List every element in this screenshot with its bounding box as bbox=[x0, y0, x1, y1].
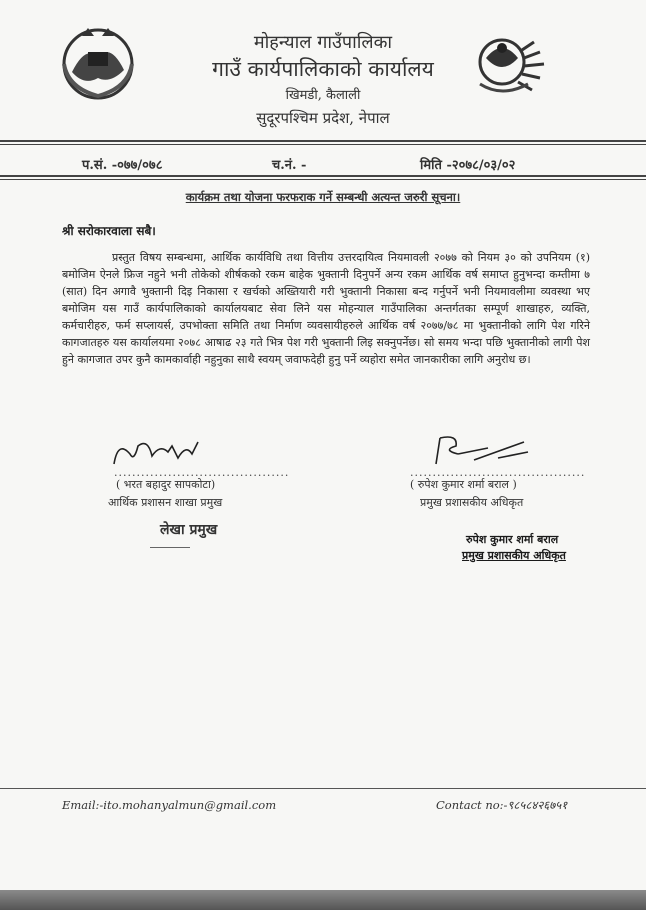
cao-stamp-title: प्रमुख प्रशासकीय अधिकृत bbox=[462, 549, 566, 562]
province-name: सुदूरपश्चिम प्रदेश, नेपाल bbox=[256, 109, 390, 127]
left-signatory-title: आर्थिक प्रशासन शाखा प्रमुख bbox=[108, 496, 223, 509]
footer-email: Email:-ito.mohanyalmun@gmail.com bbox=[62, 798, 277, 812]
cao-stamp-name: रुपेश कुमार शर्मा बराल bbox=[466, 533, 559, 546]
accounts-chief-stamp: लेखा प्रमुख bbox=[160, 522, 218, 538]
reference-number: प.सं. -०७७/०७८ bbox=[82, 158, 163, 173]
scan-edge bbox=[0, 890, 646, 910]
left-signature-icon bbox=[108, 436, 228, 470]
header-divider-bottom bbox=[0, 175, 646, 177]
left-signature-line: ....................................... bbox=[114, 466, 290, 479]
header-divider-top bbox=[0, 140, 646, 142]
footer-contact: Contact no:-९८५८४२६७५१ bbox=[436, 798, 568, 812]
dispatch-number: च.नं. - bbox=[272, 158, 307, 173]
header-divider-bottom-thin bbox=[0, 179, 646, 180]
left-signatory-name: ( भरत बहादुर सापकोटा) bbox=[116, 478, 216, 491]
right-signature-icon bbox=[428, 430, 538, 470]
office-location: खिमडी, कैलाली bbox=[285, 88, 361, 103]
municipality-name: मोहन्याल गाउँपालिका bbox=[253, 32, 393, 53]
footer-divider bbox=[0, 788, 646, 789]
salutation: श्री सरोकारवाला सबै। bbox=[62, 224, 156, 238]
right-signatory-name: ( रुपेश कुमार शर्मा बराल ) bbox=[410, 478, 517, 491]
header-divider-top-thin bbox=[0, 144, 646, 145]
notice-body: प्रस्तुत विषय सम्बन्धमा, आर्थिक कार्यविधि तथा वित्तीय उत्तरदायित्व नियमावली २०७७ को नियम ३० को उपनियम (१) बमोजिम ऐनले फ्रिज नहुने भनी तोकेको शीर्षकको रकम बाहेक भुक्तानी दिनुपर्ने अन्य रकम आर्थिक वर्ष समाप्त हुनुभन्दा कम्तीमा ७ (सात) दिन अगावै भुक्तानी दिइ निकासा र खर्चको अख्तियारी गरी भुक्तानी निकासा बन्द गर्नुपर्ने भनी नियमावलीमा व्यवस्था भए बमोजिम यस गाउँ कार्यपालिकाको कार्यालयबाट सेवा लिने यस मोहन्याल गाउँपालिका अन्तर्गतका सम्पूर्ण शाखाहरु, व्यक्ति, कर्मचारीहरु, फर्म सप्लायर्स, उपभोक्ता समिति तथा निर्माण व्यवसायीहरुले आर्थिक वर्ष २०७७/७८ मा भुक्तानीको लागि पेश गरिने कागजातहरु यस कार्यालयमा २०७८ आषाढ २३ गते भित्र पेश गरी भुक्तानी लिइ सक्नुपर्नेछ। सो समय भन्दा पछि भुक्तानीको लागी पेश हुने कागजात उपर कुनै कामकार्वाही नहुनुका साथै स्वयम् जवाफदेही हुनु पर्ने व्यहोरा समेत जानकारीका लागि अनुरोध छ। bbox=[62, 251, 590, 366]
notice-subject: कार्यक्रम तथा योजना फरफराक गर्ने सम्बन्धी अत्यन्त जरुरी सूचना। bbox=[185, 190, 461, 204]
office-name: गाउँ कार्यपालिकाको कार्यालय bbox=[212, 57, 434, 81]
stamp-underline bbox=[150, 547, 190, 548]
right-signatory-title: प्रमुख प्रशासकीय अधिकृत bbox=[420, 496, 524, 509]
right-signature-line: ....................................... bbox=[410, 466, 586, 479]
letter-date: मिति -२०७८/०३/०२ bbox=[420, 158, 516, 173]
